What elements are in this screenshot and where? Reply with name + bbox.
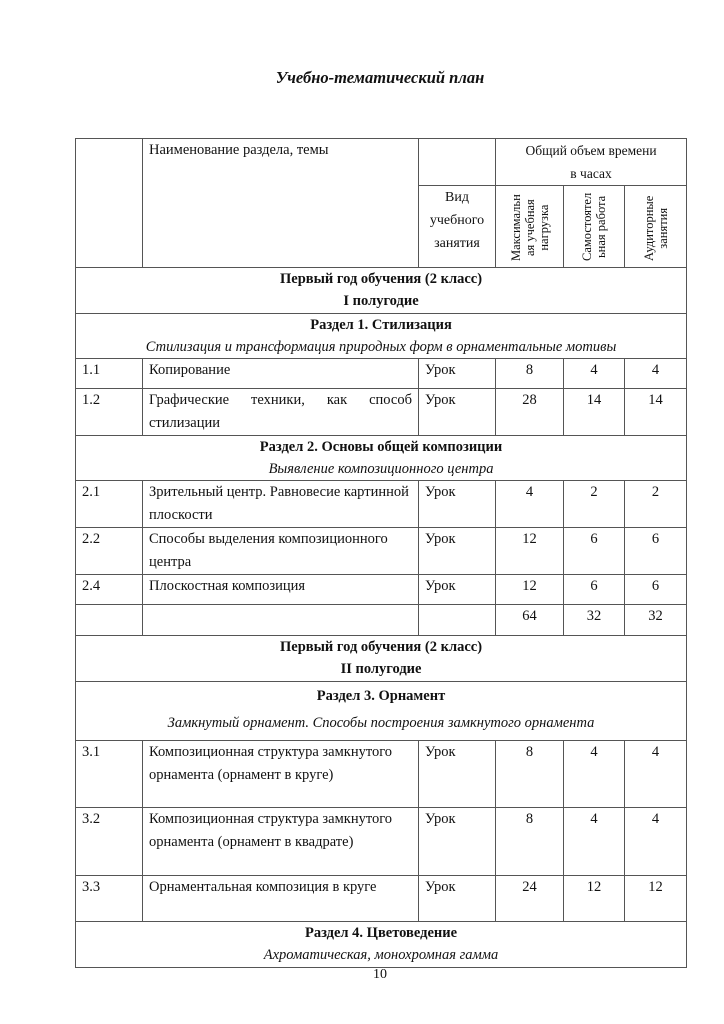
section-band-row	[76, 682, 687, 741]
row-number: 1.1	[76, 359, 143, 389]
row-topic: Зрительный центр. Равновесие картинной плоскости	[143, 481, 419, 528]
row-self-work: 2	[564, 481, 625, 528]
row-max-load: 8	[496, 808, 564, 876]
section-band	[76, 922, 687, 968]
row-max-load: 12	[496, 575, 564, 605]
year-band-row	[76, 636, 687, 682]
row-topic: Копирование	[143, 359, 419, 389]
page-number: 10	[373, 967, 387, 982]
table-row	[76, 481, 687, 528]
section-subtitle: Стилизация и трансформация природных форм в орнаментальные мотивы	[145, 339, 617, 355]
year-band	[76, 636, 687, 682]
year-band-row	[76, 268, 687, 314]
section-band	[76, 682, 687, 741]
table-row	[76, 389, 687, 436]
row-lesson-type: Урок	[419, 389, 496, 436]
row-max-load: 4	[496, 481, 564, 528]
year-title: Первый год обучения (2 класс)	[279, 271, 483, 287]
header-total-hours	[496, 139, 687, 186]
section-band	[76, 436, 687, 481]
header-classroom-line: Аудиторные	[641, 195, 656, 261]
header-lesson-type-line: занятия	[434, 236, 480, 251]
row-topic: Композиционная структура замкнутого орнамента (орнамент в круге)	[143, 741, 419, 808]
header-max-load-line: Максимальн	[508, 194, 523, 261]
row-self-work: 4	[564, 808, 625, 876]
row-topic: Орнаментальная композиция в круге	[143, 876, 419, 922]
header-lesson-type-line: Вид	[445, 190, 469, 205]
table-row	[76, 876, 687, 922]
section-band-row	[76, 314, 687, 359]
table-row	[76, 575, 687, 605]
row-lesson-type: Урок	[419, 359, 496, 389]
total-type-cell	[419, 605, 496, 636]
total-classroom: 32	[625, 605, 687, 636]
table-row	[76, 359, 687, 389]
row-self-work: 14	[564, 389, 625, 436]
row-lesson-type: Урок	[419, 876, 496, 922]
header-self-work-line: Самостоятел	[580, 192, 594, 261]
row-number: 1.2	[76, 389, 143, 436]
row-topic: Графические техники, как способ стилизации	[143, 389, 419, 436]
total-row	[76, 605, 687, 636]
row-self-work: 4	[564, 359, 625, 389]
row-lesson-type: Урок	[419, 575, 496, 605]
row-classroom: 12	[625, 876, 687, 922]
year-title: Первый год обучения (2 класс)	[279, 639, 483, 655]
row-max-load: 8	[496, 359, 564, 389]
row-lesson-type: Урок	[419, 481, 496, 528]
semester-title: II полугодие	[340, 661, 422, 677]
table-header-row-top	[76, 139, 687, 186]
header-lesson-type	[419, 186, 496, 268]
row-number: 3.1	[76, 741, 143, 808]
total-number-cell	[76, 605, 143, 636]
header-type-top-cell	[419, 139, 496, 186]
header-total-hours-line1: Общий объем времени	[525, 143, 657, 158]
row-classroom: 4	[625, 359, 687, 389]
section-title: Раздел 2. Основы общей композиции	[259, 439, 503, 455]
total-topic-cell	[143, 605, 419, 636]
section-band-row	[76, 436, 687, 481]
row-lesson-type: Урок	[419, 528, 496, 575]
total-self-work: 32	[564, 605, 625, 636]
row-topic: Композиционная структура замкнутого орнамента (орнамент в квадрате)	[143, 808, 419, 876]
table-row	[76, 528, 687, 575]
section-band-row	[76, 922, 687, 968]
row-self-work: 4	[564, 741, 625, 808]
year-band	[76, 268, 687, 314]
header-classroom	[625, 186, 687, 268]
row-number: 3.2	[76, 808, 143, 876]
section-title: Раздел 4. Цветоведение	[304, 925, 458, 941]
section-band	[76, 314, 687, 359]
header-classroom-line: занятия	[655, 207, 670, 249]
row-topic: Способы выделения композиционного центра	[143, 528, 419, 575]
header-max-load-line: ая учебная	[522, 199, 537, 257]
header-self-work	[564, 186, 625, 268]
table-row	[76, 741, 687, 808]
section-subtitle: Выявление композиционного центра	[268, 461, 494, 477]
row-self-work: 6	[564, 575, 625, 605]
row-classroom: 4	[625, 741, 687, 808]
row-number: 2.1	[76, 481, 143, 528]
semester-title: I полугодие	[343, 293, 419, 309]
row-max-load: 8	[496, 741, 564, 808]
header-self-work-line: ьная работа	[594, 195, 608, 259]
row-max-load: 28	[496, 389, 564, 436]
row-lesson-type: Урок	[419, 741, 496, 808]
row-number: 2.4	[76, 575, 143, 605]
row-self-work: 6	[564, 528, 625, 575]
header-max-load-line: нагрузка	[536, 204, 551, 251]
header-max-load	[496, 186, 564, 268]
row-classroom: 6	[625, 575, 687, 605]
row-classroom: 14	[625, 389, 687, 436]
thematic-plan-table	[75, 138, 687, 968]
section-subtitle: Ахроматическая, монохромная гамма	[263, 947, 499, 963]
row-classroom: 6	[625, 528, 687, 575]
header-number-cell	[76, 139, 143, 268]
section-title: Раздел 3. Орнамент	[316, 688, 446, 704]
row-classroom: 2	[625, 481, 687, 528]
row-lesson-type: Урок	[419, 808, 496, 876]
section-title: Раздел 1. Стилизация	[310, 317, 452, 333]
section-subtitle: Замкнутый орнамент. Способы построения замкнутого орнамента	[167, 715, 595, 731]
row-number: 3.3	[76, 876, 143, 922]
table-row	[76, 808, 687, 876]
row-number: 2.2	[76, 528, 143, 575]
header-total-hours-line2: в часах	[570, 166, 612, 181]
row-topic: Плоскостная композиция	[143, 575, 419, 605]
row-max-load: 24	[496, 876, 564, 922]
row-max-load: 12	[496, 528, 564, 575]
row-classroom: 4	[625, 808, 687, 876]
document-title: Учебно-тематический план	[275, 68, 485, 87]
row-self-work: 12	[564, 876, 625, 922]
total-max-load: 64	[496, 605, 564, 636]
header-lesson-type-line: учебного	[429, 213, 485, 228]
header-topic-name: Наименование раздела, темы	[143, 139, 419, 268]
